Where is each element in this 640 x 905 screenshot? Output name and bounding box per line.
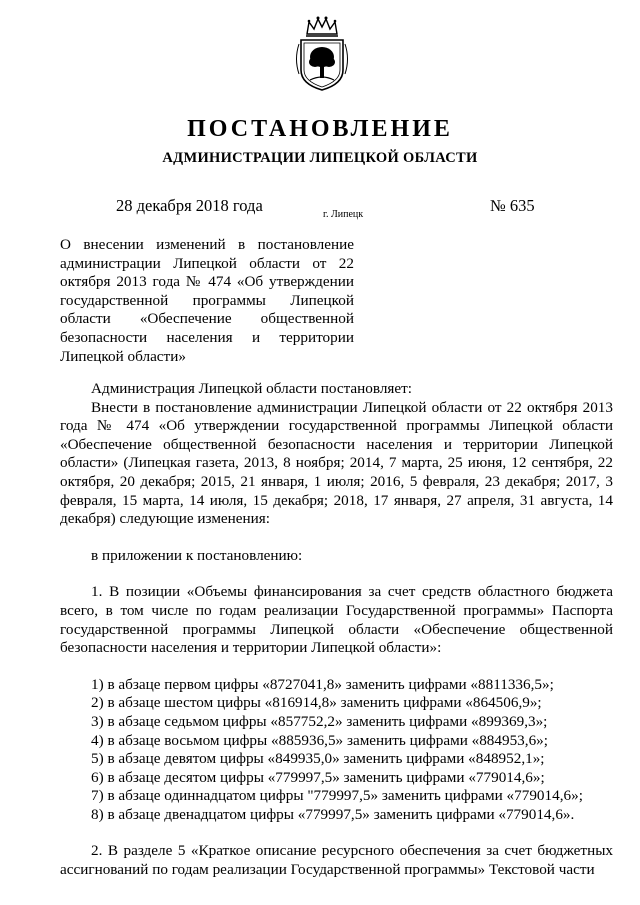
list-item: 5) в абзаце девятом цифры «849935,0» заменить цифрами «848952,1»; (91, 750, 545, 768)
coat-of-arms-icon (293, 14, 351, 92)
list-item: 4) в абзаце восьмом цифры «885936,5» заменить цифрами «884953,6»; (91, 731, 548, 749)
paragraph-amendment: Внести в постановление администрации Липецкой области от 22 октября 2013 года № 474 «Об утверждении государственной программы Липецкой области «Обеспечение общественной безопасности населения и территории Липецкой области» (Липецкая газета, 2013, 8 ноября; 2014, 7 марта, 25 июня, 12 сентября, 22 октября, 20 декабря; 2015, 21 января, 1 июля; 2016, 5 февраля, 23 декабря; 2017, 3 февраля, 15 марта, 14 июля, 15 декабря; 2018, 17 января, 27 апреля, 31 августа, 14 декабря) следующие изменения: (60, 398, 613, 528)
changes-list (60, 676, 613, 825)
list-item: 1) в абзаце первом цифры «8727041,8» заменить цифрами «8811336,5»; (91, 675, 554, 693)
paragraph-item-1: 1. В позиции «Объемы финансирования за счет средств областного бюджета всего, в том числе по годам реализации Государственной программы» Паспорта государственной программы Липецкой области «Обеспечение общественной безопасности населения и территории Липецкой области»: (60, 583, 613, 657)
document-title: ПОСТАНОВЛЕНИЕ (187, 116, 453, 142)
document-date: 28 декабря 2018 года (116, 196, 263, 215)
list-item: 6) в абзаце десятом цифры «779997,5» заменить цифрами «779014,6»; (91, 768, 545, 786)
document-number: № 635 (490, 196, 535, 215)
document-subtitle: АДМИНИСТРАЦИИ ЛИПЕЦКОЙ ОБЛАСТИ (162, 150, 478, 166)
document-body (60, 380, 613, 880)
document-subject: О внесении изменений в постановление администрации Липецкой области от 22 октября 2013 года № 474 «Об утверждении государственной программы Липецкой области «Обеспечение общественной безопасности населения и территории Липецкой области» (60, 236, 354, 365)
document-city: г. Липецк (323, 209, 364, 220)
list-item: 2) в абзаце шестом цифры «816914,8» заменить цифрами «864506,9»; (91, 694, 542, 712)
paragraph-decree: Администрация Липецкой области постановляет: (91, 380, 412, 397)
paragraph-appendix: в приложении к постановлению: (91, 546, 303, 564)
paragraph-item-2: 2. В разделе 5 «Краткое описание ресурсного обеспечения за счет бюджетных ассигнований по годам реализации Государственной программы» Текстовой части (60, 842, 613, 879)
list-item: 8) в абзаце двенадцатом цифры «779997,5» заменить цифрами «779014,6». (91, 805, 575, 823)
list-item: 3) в абзаце седьмом цифры «857752,2» заменить цифрами «899369,3»; (91, 712, 548, 730)
list-item: 7) в абзаце одиннадцатом цифры "779997,5» заменить цифрами «779014,6»; (91, 787, 583, 805)
